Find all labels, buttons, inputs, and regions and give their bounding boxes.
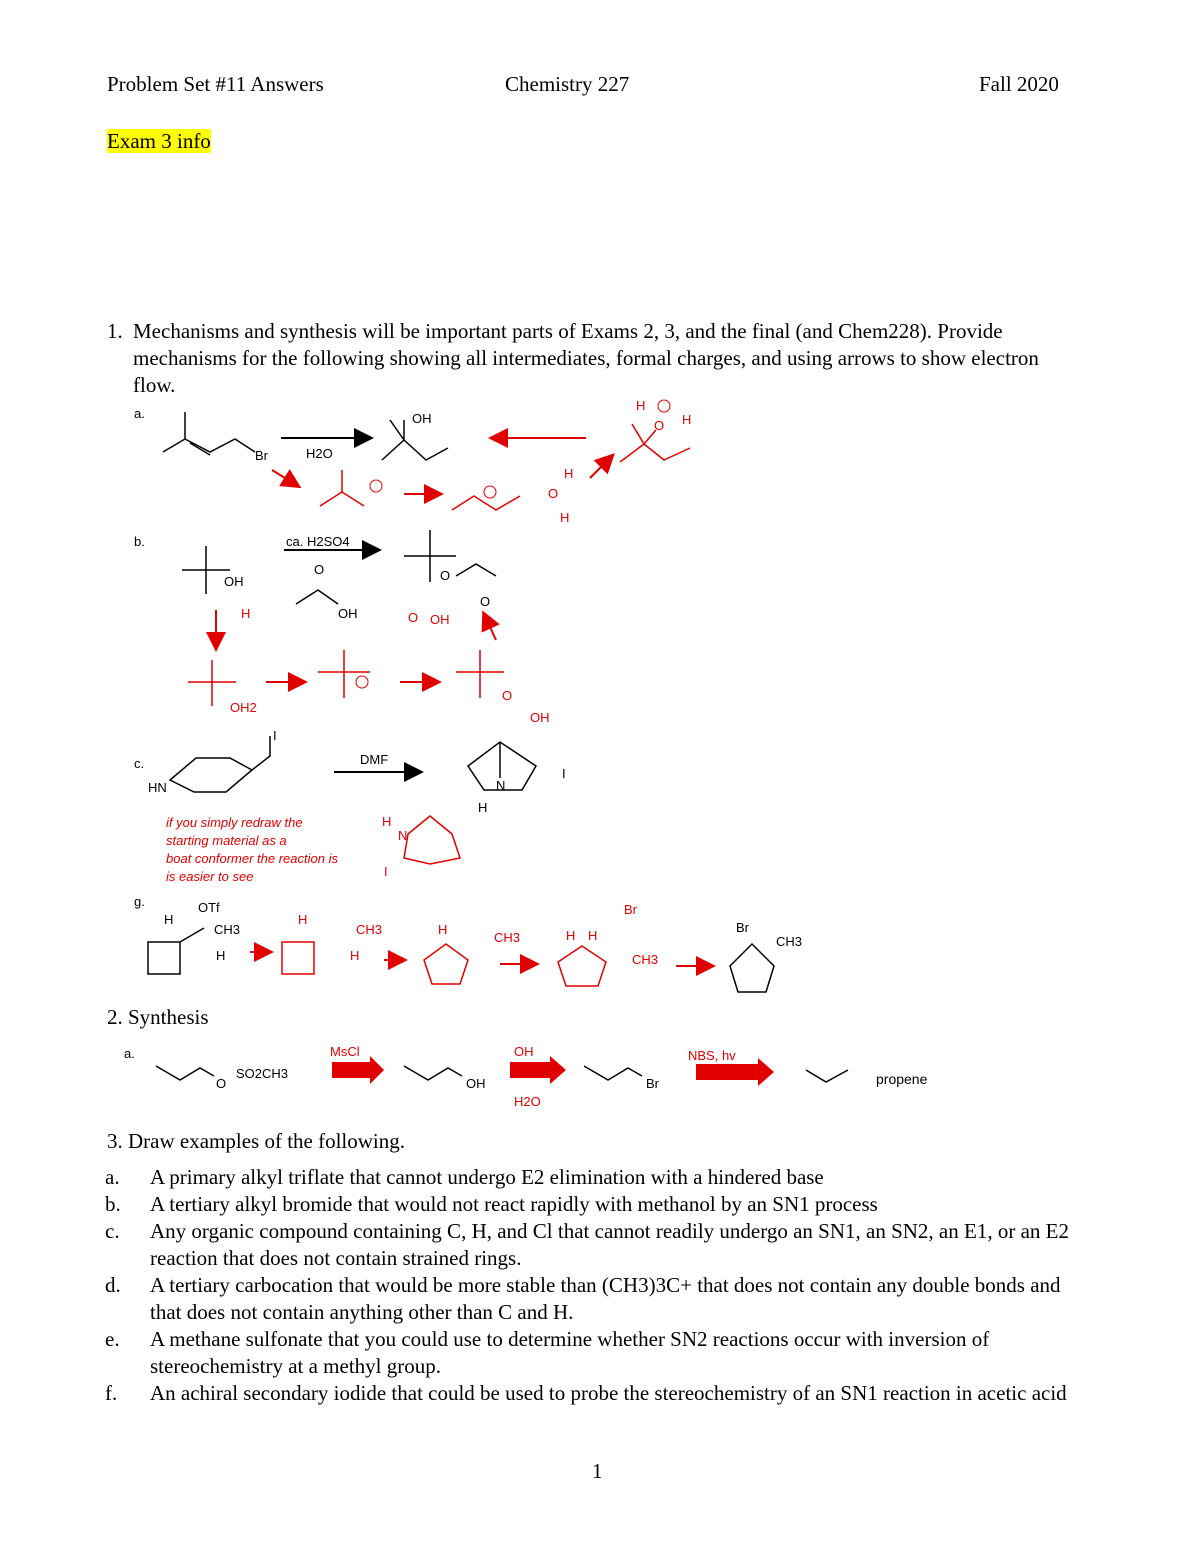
page-number: 1 — [592, 1459, 603, 1483]
q3-item-text: Any organic compound containing C, H, and Cl that cannot readily undergo an SN1, an SN2, an E1, or an E2 reaction that does not contain strained rings. — [150, 1219, 1069, 1270]
q1c-n: N — [496, 778, 506, 793]
q2-allyl-oh: OH — [466, 1076, 486, 1091]
q1c-label: c. — [134, 756, 145, 771]
header-right: Fall 2020 — [979, 72, 1059, 96]
q2-start-label: SO2CH3 — [236, 1066, 289, 1081]
q2-a-label: a. — [124, 1046, 135, 1061]
q1g-cation-ring — [282, 942, 314, 974]
q1b-int3-oh: OH — [530, 710, 550, 725]
q1b-o: O — [314, 562, 325, 577]
q1b-label: b. — [134, 534, 145, 549]
q1b-reagent: ca. H2SO4 — [286, 534, 350, 549]
q1b-oh2-label: OH2 — [230, 700, 257, 715]
q1a-label: a. — [134, 406, 145, 421]
q1g-product — [730, 944, 774, 992]
q2-allyl-alcohol — [404, 1066, 462, 1080]
q1c-boat — [404, 816, 460, 864]
q1g-bond — [180, 928, 204, 942]
q1b-product-o: O — [440, 568, 451, 583]
q1g-br-ion: Br — [624, 902, 637, 917]
q3-item — [105, 1380, 1080, 1407]
q1a-reagent: H2O — [306, 446, 333, 461]
q1a-oh: OH — [412, 411, 432, 426]
q1a-sm-bond — [163, 412, 185, 452]
q1a-cation1-charge — [370, 480, 382, 492]
q1g-label: g. — [134, 894, 145, 909]
q3-item-mark: a. — [105, 1165, 120, 1189]
q3-item — [105, 1191, 1080, 1218]
q1g-h7: H — [588, 928, 598, 943]
q2-product-label: propene — [876, 1071, 928, 1087]
q1c-boat-i: I — [384, 864, 388, 879]
q2-step1-arrow — [332, 1056, 384, 1084]
q1g-product-br: Br — [736, 920, 749, 935]
q2-allyl-bromide — [584, 1066, 642, 1080]
q1g-h5: H — [438, 922, 448, 937]
q1c-iodide: I — [562, 766, 566, 781]
q2-start-chain — [156, 1066, 214, 1080]
q1b-acid-o: O — [408, 610, 419, 625]
q1a-cation1 — [320, 492, 364, 506]
q1a-product — [382, 440, 448, 460]
q2-step2-bottom: H2O — [514, 1094, 541, 1109]
q1-text: Mechanisms and synthesis will be important parts of Exams 2, 3, and the final (and Chem228). Provide mechanisms for the following showing all intermediates, formal charges, and using arrows to show electron flow. — [133, 319, 1039, 397]
q3-item-text: A tertiary alkyl bromide that would not react rapidly with methanol by an SN1 process — [150, 1192, 878, 1216]
q1g-h3: H — [298, 912, 308, 927]
q1c-piperidine — [170, 758, 252, 792]
q3-item-mark: c. — [105, 1219, 120, 1243]
q1a-step-arrow — [272, 470, 298, 486]
q1b-cation-charge — [356, 676, 368, 688]
q1b-ester — [456, 564, 496, 576]
q3-item-mark: e. — [105, 1327, 120, 1351]
q1b-acid-oh: OH — [430, 612, 450, 627]
q1a-h2: H — [682, 412, 692, 427]
q1b-oh2: OH — [338, 606, 358, 621]
q1a-water-h1: H — [564, 466, 574, 481]
q1b-acetic-acid — [296, 590, 338, 604]
q2-allyl-br: Br — [646, 1076, 659, 1091]
header-center: Chemistry 227 — [505, 72, 630, 96]
q1a-oxonium-methyl — [632, 424, 644, 444]
q1b-up-arrow — [484, 614, 496, 640]
q1a-cation2-charge — [484, 486, 496, 498]
q3-item-text: A methane sulfonate that you could use to determine whether SN2 reactions occur with inversion of stereochemistry at a methyl group. — [150, 1327, 990, 1378]
q1c-boat-h: H — [382, 814, 392, 829]
q1a-h1: H — [636, 398, 646, 413]
q1b-oh: OH — [224, 574, 244, 589]
q1g-ch3-2: CH3 — [356, 922, 383, 937]
q1c-h: H — [478, 800, 488, 815]
q1c-boat-n: N — [398, 828, 408, 843]
q1c-side-chain — [252, 736, 270, 770]
q1a-cation2 — [452, 496, 520, 510]
q1a-oxonium — [620, 444, 690, 462]
q1c-note-line3: boat conformer the reaction is — [166, 851, 338, 866]
q1c-i: I — [273, 728, 277, 743]
q2-start-o: O — [216, 1076, 227, 1091]
q1a-br: Br — [255, 448, 268, 463]
q1g-h2: H — [216, 948, 226, 963]
q1g-cyclobutane — [148, 942, 180, 974]
q1g-ch3-4: CH3 — [632, 952, 659, 967]
q1g-product-ch3: CH3 — [776, 934, 803, 949]
q1g-cyclopentane2 — [558, 946, 606, 986]
q1a-product-methyl — [390, 420, 404, 440]
q2-step2-arrow — [510, 1056, 566, 1084]
q1a-plus-charge — [658, 400, 670, 412]
q1b-carbonyl-o: O — [480, 594, 491, 609]
q1a-up-arrow — [590, 456, 612, 478]
header-left: Problem Set #11 Answers — [107, 72, 324, 96]
q3-item-text: A tertiary carbocation that would be more stable than (CH3)3C+ that does not contain any double bonds and that does not contain anything other than C and H. — [150, 1273, 1061, 1324]
q2-title: 2. Synthesis — [107, 1005, 209, 1029]
q1a-o: O — [654, 418, 665, 433]
q3-title: 3. Draw examples of the following. — [107, 1129, 406, 1153]
q1c-note-line4: is easier to see — [166, 869, 254, 884]
q3-item-mark: f. — [105, 1381, 118, 1405]
q1c-reagent: DMF — [360, 752, 389, 767]
q3-item — [105, 1164, 1080, 1191]
q1g-h4: H — [350, 948, 360, 963]
q3-item-text: A primary alkyl triflate that cannot undergo E2 elimination with a hindered base — [150, 1165, 824, 1189]
q1g-h1: H — [164, 912, 174, 927]
q3-list — [105, 1164, 1080, 1407]
q1g-ch3: CH3 — [214, 922, 241, 937]
q2-step2-top: OH — [514, 1044, 534, 1059]
q1a-water-h2: H — [560, 510, 570, 525]
q1a-double-bond — [190, 443, 210, 455]
q2-propene — [806, 1070, 848, 1082]
q3-item — [105, 1326, 1080, 1380]
q1c-note-line1: if you simply redraw the — [166, 815, 303, 830]
q1a-water-o: O — [548, 486, 559, 501]
q3-item — [105, 1272, 1080, 1326]
q1b-int3-o: O — [502, 688, 513, 703]
q1g-ch3-3: CH3 — [494, 930, 521, 945]
exam-info-highlight[interactable]: Exam 3 info — [107, 129, 211, 153]
q3-item-text: An achiral secondary iodide that could be used to probe the stereochemistry of an SN1 reaction in acetic acid — [150, 1381, 1067, 1405]
q1g-h6: H — [566, 928, 576, 943]
q3-item — [105, 1218, 1080, 1272]
q2-step1: MsCl — [330, 1044, 360, 1059]
q1g-otf: OTf — [198, 900, 220, 915]
q1c-note-line2: starting material as a — [166, 833, 287, 848]
q3-item-mark: b. — [105, 1192, 121, 1216]
q1b-h: H — [241, 606, 251, 621]
q1-number: 1. — [107, 319, 123, 343]
q1c-hn: HN — [148, 780, 167, 795]
q3-item-mark: d. — [105, 1273, 121, 1297]
q2-step3: NBS, hv — [688, 1048, 736, 1063]
q1g-cyclopentane1 — [424, 944, 468, 984]
